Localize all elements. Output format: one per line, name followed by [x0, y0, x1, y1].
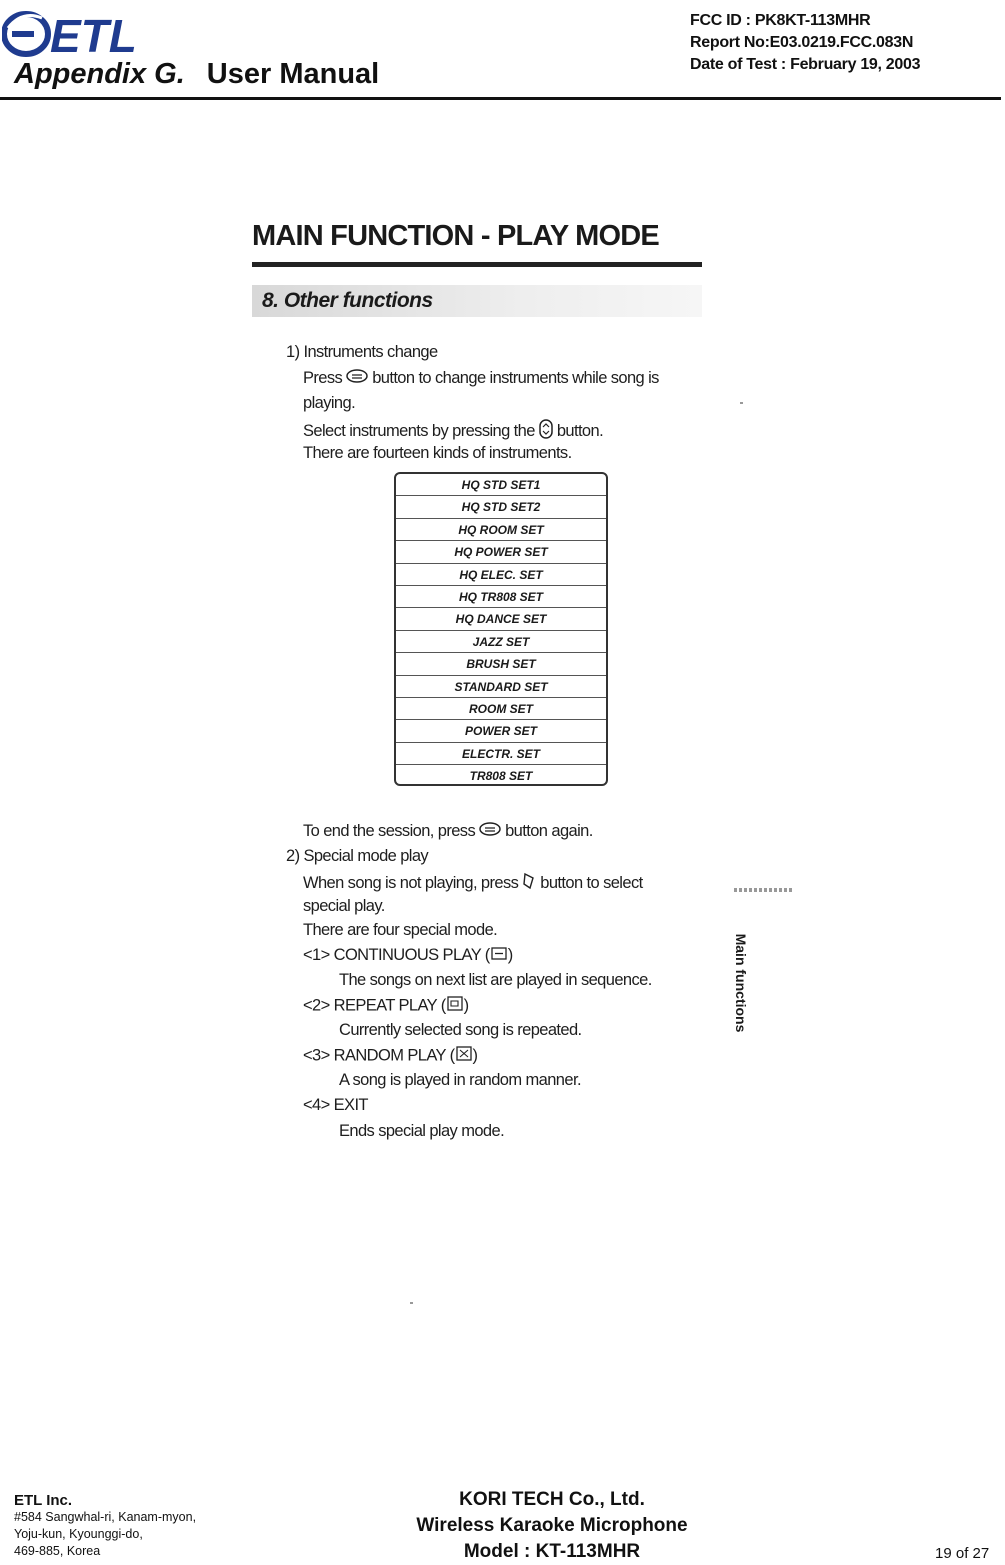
- footer-model: Model : KT-113MHR: [463, 1541, 641, 1562]
- instrument-list-item: HQ DANCE SET: [396, 608, 606, 630]
- instrument-list-item: HQ STD SET1: [396, 474, 606, 496]
- etl-logo: [2, 8, 172, 58]
- section-heading: 8. Other functions: [262, 289, 433, 312]
- footer-address-1: #584 Sangwhal-ri, Kanam-myon,: [14, 1510, 197, 1524]
- title-underline: [252, 262, 702, 267]
- special-play-line: special play.: [303, 897, 385, 915]
- instrument-list-item: JAZZ SET: [396, 631, 606, 653]
- footer-company: ETL Inc.: [14, 1492, 73, 1509]
- instrument-list-item: TR808 SET: [469, 769, 533, 784]
- footer-address-2: Yoju-kun, Kyounggi-do,: [14, 1527, 143, 1541]
- header-rule: [0, 97, 1001, 100]
- instrument-list-item: POWER SET: [396, 720, 606, 742]
- etl-logo-mark: [2, 8, 172, 58]
- select-instruments-line: Select instruments by pressing the button.: [303, 419, 603, 444]
- footer-address-3: 469-885, Korea: [14, 1544, 101, 1558]
- side-tab-label: Main functions: [733, 933, 749, 1033]
- instrument-list-item: HQ STD SET2: [396, 496, 606, 518]
- random-icon: [456, 1046, 472, 1066]
- footer-product-block: [352, 1487, 752, 1565]
- instrument-list-item: HQ ROOM SET: [396, 519, 606, 541]
- instrument-list-item: BRUSH SET: [396, 653, 606, 675]
- fourteen-kinds-line: There are fourteen kinds of instruments.: [303, 444, 572, 462]
- instrument-list-item: ELECTR. SET: [396, 743, 606, 765]
- mode-random: <3> RANDOM PLAY ( ): [303, 1046, 478, 1065]
- manual-label: User Manual: [206, 58, 380, 90]
- repeat-icon: [447, 996, 463, 1016]
- four-modes-line: There are four special mode.: [303, 921, 498, 939]
- instruments-heading: 1) Instruments change: [286, 343, 438, 361]
- mode-repeat-desc: Currently selected song is repeated.: [339, 1021, 582, 1039]
- instruments-press-line: Press button to change instruments while song is: [303, 369, 659, 387]
- footer-product: Wireless Karaoke Microphone: [416, 1515, 688, 1536]
- mode-repeat: <2> REPEAT PLAY ( ): [303, 996, 469, 1015]
- end-session-line: To end the session, press button again.: [303, 822, 593, 840]
- footer-client: KORI TECH Co., Ltd.: [459, 1489, 645, 1510]
- mode-random-desc: A song is played in random manner.: [339, 1071, 581, 1089]
- continuous-icon: [491, 946, 507, 965]
- scan-speck: [740, 402, 743, 404]
- playing-line: playing.: [303, 394, 356, 412]
- instrument-list-item: HQ POWER SET: [396, 541, 606, 563]
- special-mode-heading: 2) Special mode play: [286, 847, 429, 865]
- logo-text: ETL: [50, 10, 137, 58]
- instrument-list-item: HQ TR808 SET: [396, 586, 606, 608]
- instrument-button-icon: [479, 822, 501, 841]
- special-play-button-icon: [522, 872, 536, 895]
- page-title: [14, 58, 379, 91]
- mode-exit-desc: Ends special play mode.: [339, 1122, 505, 1140]
- instrument-list: [394, 472, 608, 786]
- report-number: Report No:E03.0219.FCC.083N: [690, 34, 914, 51]
- instrument-button-icon: [346, 369, 368, 388]
- test-date: Date of Test : February 19, 2003: [690, 56, 921, 73]
- instrument-list-item: HQ ELEC. SET: [396, 564, 606, 586]
- manual-title: MAIN FUNCTION - PLAY MODE: [252, 220, 659, 252]
- mode-exit: <4> EXIT: [303, 1096, 368, 1114]
- section-heading-band: [252, 285, 702, 317]
- instrument-list-item: STANDARD SET: [396, 676, 606, 698]
- scan-speck: [410, 1302, 413, 1304]
- up-down-button-icon: [539, 419, 553, 444]
- mode-continuous-desc: The songs on next list are played in sequence.: [339, 971, 652, 989]
- instrument-list-item: ROOM SET: [396, 698, 606, 720]
- side-tab-marker: [734, 888, 794, 892]
- mode-continuous: <1> CONTINUOUS PLAY ( ): [303, 946, 513, 964]
- appendix-label: Appendix G.: [14, 58, 185, 90]
- footer-company-block: [14, 1492, 196, 1560]
- page-number: 19 of 27: [935, 1545, 990, 1562]
- when-song-line: When song is not playing, press button to select: [303, 872, 643, 895]
- report-info: [690, 10, 920, 76]
- fcc-id: FCC ID : PK8KT-113MHR: [690, 12, 871, 29]
